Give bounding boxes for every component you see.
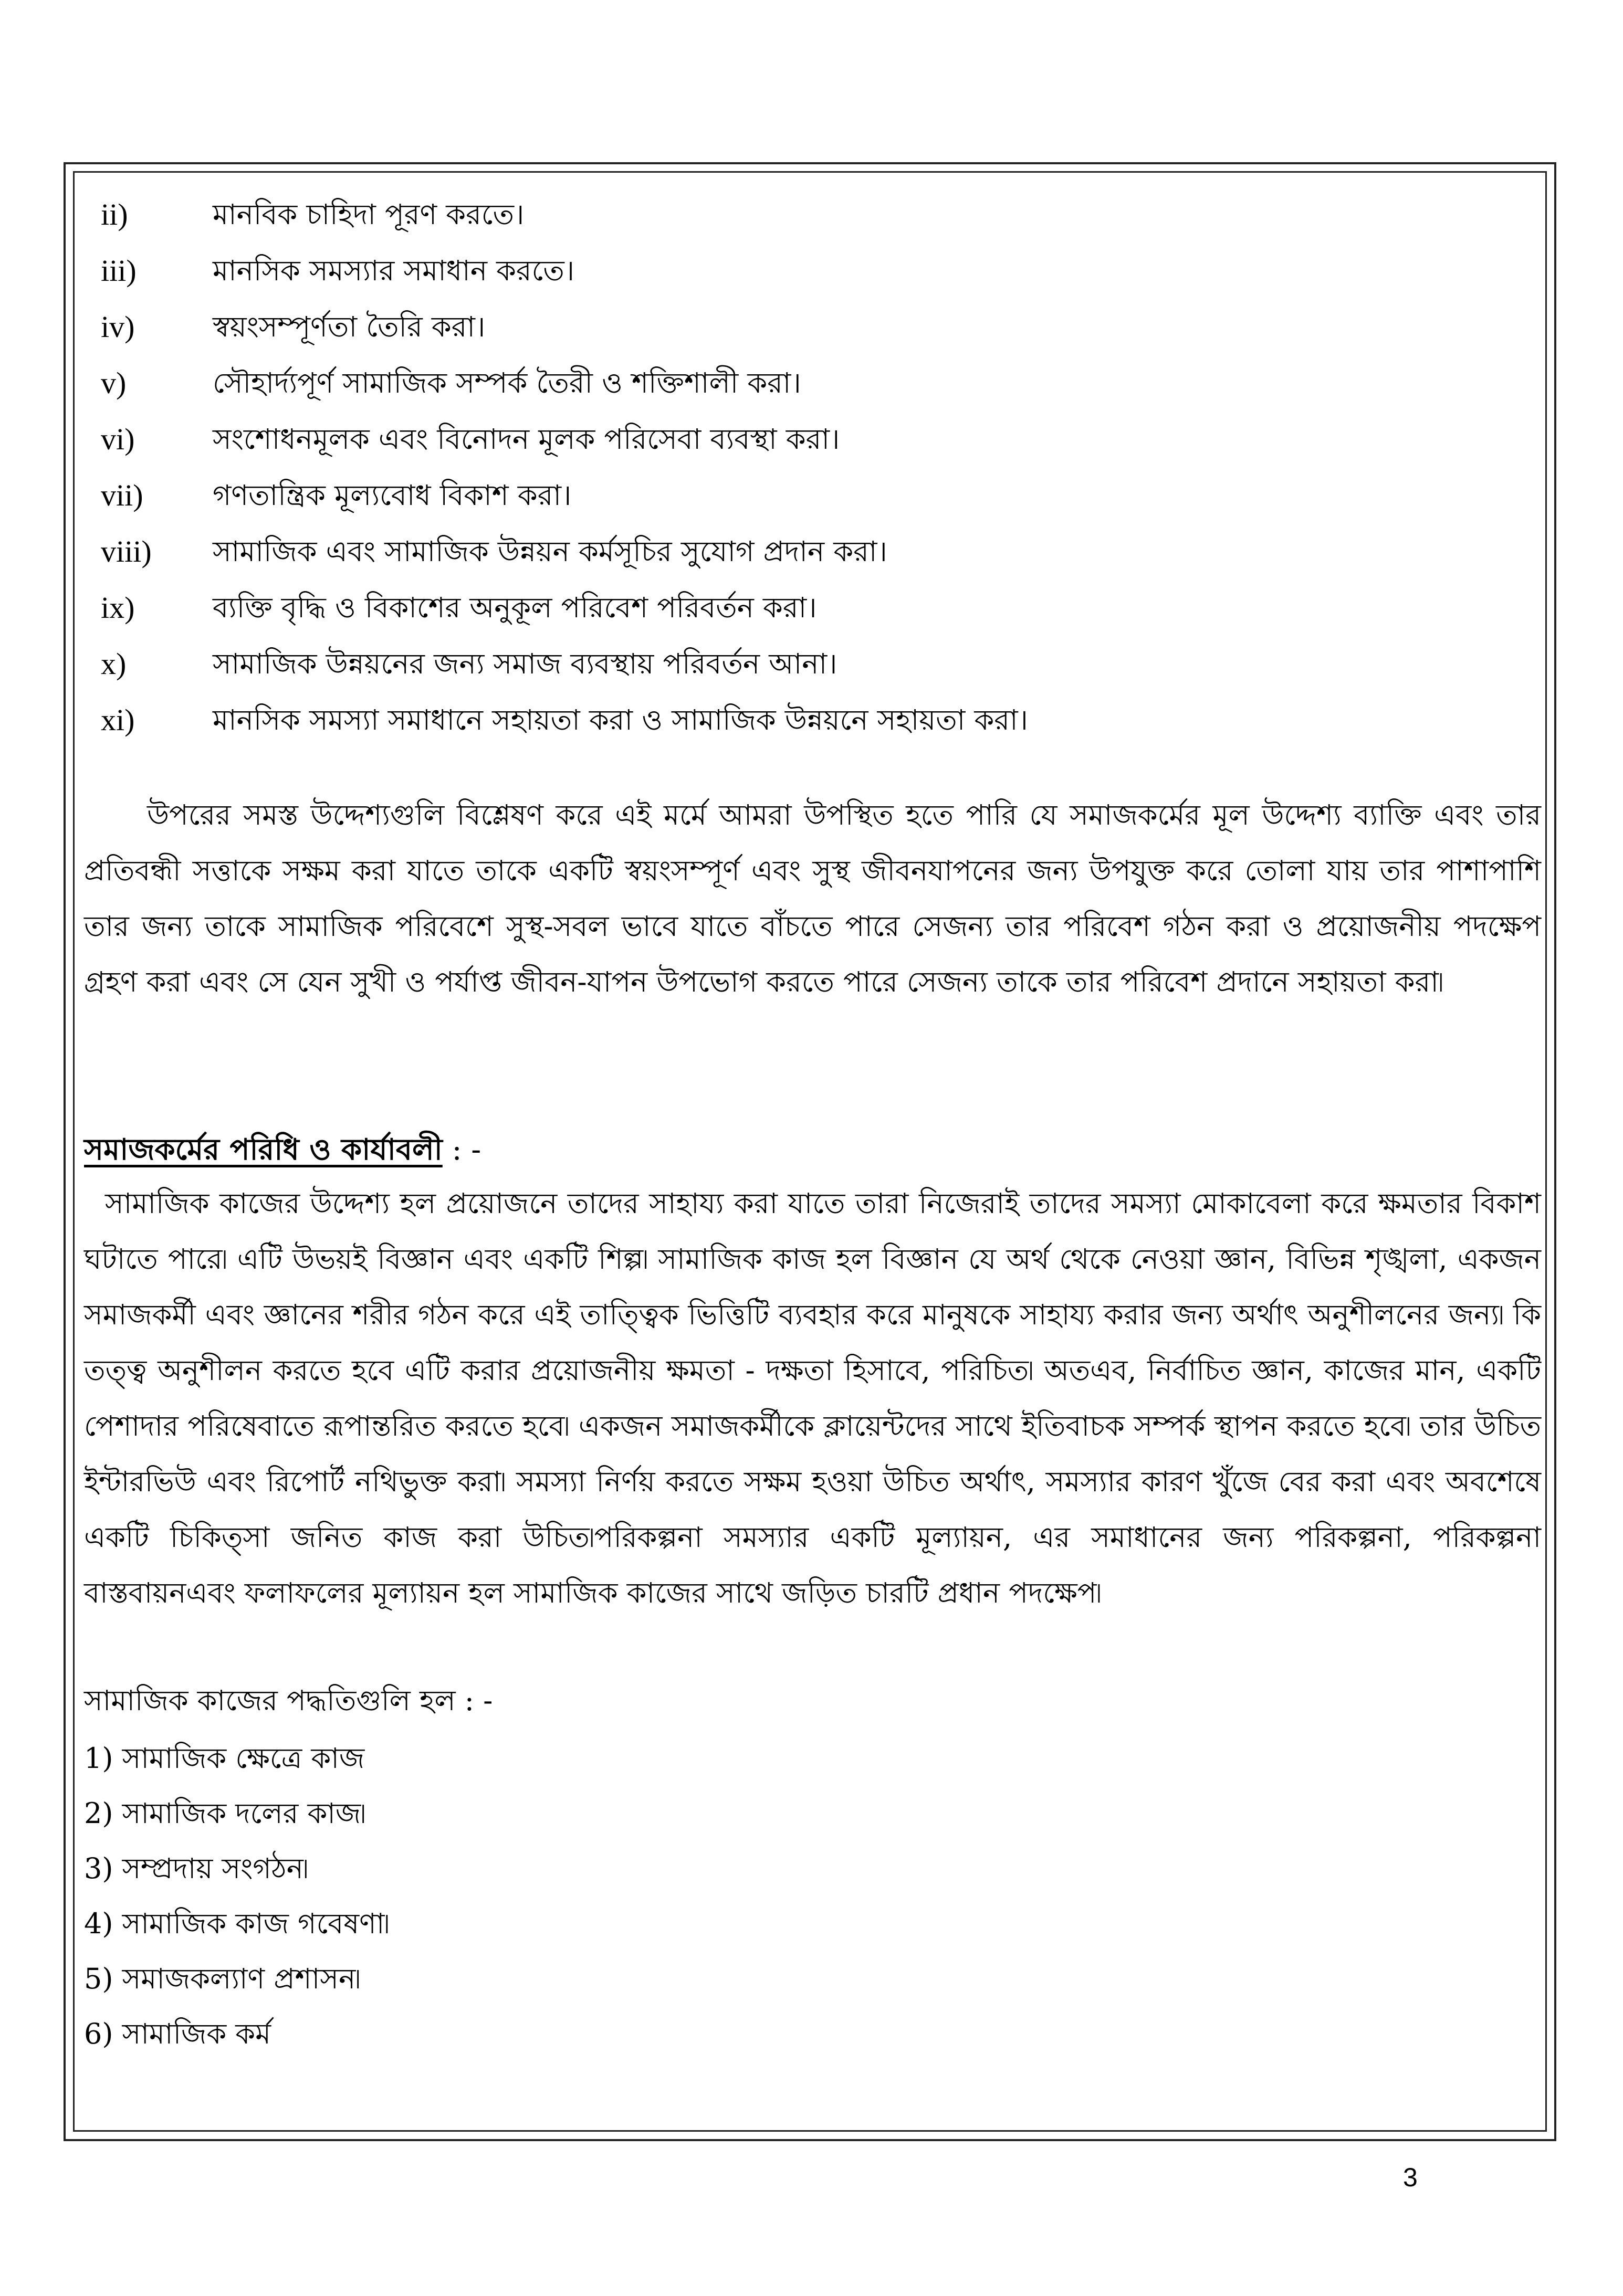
section-heading-suffix: : -	[442, 1133, 481, 1167]
list-item-number: vi)	[101, 422, 135, 456]
list-item-number: x)	[101, 647, 127, 681]
objectives-list	[84, 186, 1533, 748]
list-item-number: viii)	[101, 534, 152, 568]
list-item	[84, 467, 1533, 523]
list-item	[84, 523, 1533, 580]
list-item-text: সামাজিক উন্নয়নের জন্য সমাজ ব্যবস্থায় পরিবর্তন আনা।	[213, 647, 837, 680]
list-item-number: iii)	[101, 254, 137, 288]
list-item	[84, 411, 1533, 467]
list-item	[84, 355, 1533, 411]
list-item-text: সামাজিক এবং সামাজিক উন্নয়ন কর্মসূচির সুযোগ প্রদান করা।	[213, 535, 887, 568]
summary-paragraph-text: উপরের সমস্ত উদ্দেশ্যগুলি বিশ্লেষণ করে এই মর্মে আমরা উপস্থিত হতে পারি যে সমাজকর্মের মূল উদ্দেশ্য ব্যাক্তি এবং তার প্রতিবন্ধী সত্তাকে সক্ষম করা যাতে তাকে একটি স্বয়ংসম্পূর্ণ এবং সুস্থ জীবনযাপনের জন্য উপযুক্ত করে তোলা যায় তার পাশাপাশি তার জন্য তাকে সামাজিক পরিবেশে সুস্থ-সবল ভাবে যাতে বাঁচতে পারে সেজন্য তার পরিবেশ গঠন করা ও প্রয়োজনীয় পদক্ষেপ গ্রহণ করা এবং সে যেন সুখী ও পর্যাপ্ত জীবন-যাপন উপভোগ করতে পারে সেজন্য তাকে তার পরিবেশ প্রদানে সহায়তা করা৷	[84, 798, 1541, 998]
list-item-text: মানসিক সমস্যা সমাধানে সহায়তা করা ও সামাজিক উন্নয়নে সহায়তা করা।	[213, 703, 1028, 736]
methods-list-item: 2) সামাজিক দলের কাজ৷	[84, 1797, 366, 1830]
list-item-text: স্বয়ংসম্পূর্ণতা তৈরি করা।	[213, 310, 486, 343]
list-item	[84, 299, 1533, 355]
list-item-number: iv)	[101, 310, 135, 344]
list-item-text: মানবিক চাহিদা পূরণ করতে।	[213, 198, 525, 231]
section-heading	[84, 1121, 481, 1179]
scope-paragraph-text: সামাজিক কাজের উদ্দেশ্য হল প্রয়োজনে তাদের সাহায্য করা যাতে তারা নিজেরাই তাদের সমস্যা মোকাবেলা করে ক্ষমতার বিকাশ ঘটাতে পারে৷ এটি উভয়ই বিজ্ঞান এবং একটি শিল্প৷ সামাজিক কাজ হল বিজ্ঞান যে অর্থ থেকে নেওয়া জ্ঞান, বিভিন্ন শৃঙ্খলা, একজন সমাজকর্মী এবং জ্ঞানের শরীর গঠন করে এই তাত্ত্বিক ভিত্তিটি ব্যবহার করে মানুষকে সাহায্য করার জন্য অর্থাৎ অনুশীলনের জন্য৷ কি তত্ত্ব অনুশীলন করতে হবে এটি করার প্রয়োজনীয় ক্ষমতা - দক্ষতা হিসাবে, পরিচিত৷ অতএব, নির্বাচিত জ্ঞান, কাজের মান, একটি পেশাদার পরিষেবাতে রূপান্তরিত করতে হবে৷ একজন সমাজকর্মীকে ক্লায়েন্টদের সাথে ইতিবাচক সম্পর্ক স্থাপন করতে হবে৷ তার উচিত ইন্টারভিউ এবং রিপোর্ট নথিভুক্ত করা৷ সমস্যা নির্ণয় করতে সক্ষম হওয়া উচিত অর্থাৎ, সমস্যার কারণ খুঁজে বের করা এবং অবশেষে একটি চিকিত্সা জনিত কাজ করা উচিত৷পরিকল্পনা সমস্যার একটি মূল্যায়ন, এর সমাধানের জন্য পরিকল্পনা, পরিকল্পনা বাস্তবায়নএবং ফলাফলের মূল্যায়ন হল সামাজিক কাজের সাথে জড়িত চারটি প্রধান পদক্ষেপ৷	[84, 1187, 1541, 1609]
list-item-number: ix)	[101, 591, 135, 625]
methods-list-item: 1) সামাজিক ক্ষেত্রে কাজ	[84, 1742, 365, 1775]
list-item	[84, 692, 1533, 748]
methods-list-item: 5) সমাজকল্যাণ প্রশাসন৷	[84, 1962, 361, 1995]
list-item-text: মানসিক সমস্যার সমাধান করতে।	[213, 254, 575, 287]
methods-intro: সামাজিক কাজের পদ্ধতিগুলি হল : -	[84, 1684, 493, 1717]
list-item-number: ii)	[101, 197, 128, 231]
list-item-text: সংশোধনমূলক এবং বিনোদন মূলক পরিসেবা ব্যবস্থা করা।	[213, 423, 840, 456]
list-item-number: v)	[101, 366, 127, 400]
summary-paragraph	[84, 787, 1541, 1010]
list-item-text: ব্যক্তি বৃদ্ধি ও বিকাশের অনুকূল পরিবেশ পরিবর্তন করা।	[213, 591, 817, 624]
page-number: 3	[1403, 2163, 1418, 2192]
list-item-text: সৌহার্দ্যপূর্ণ সামাজিক সম্পর্ক তৈরী ও শক্তিশালী করা।	[213, 366, 801, 399]
methods-list-item: 3) সম্প্রদায় সংগঠন৷	[84, 1852, 308, 1885]
scope-paragraph	[84, 1176, 1541, 1621]
list-item-number: vii)	[101, 478, 143, 512]
list-item	[84, 243, 1533, 299]
list-item	[84, 636, 1533, 692]
list-item	[84, 580, 1533, 636]
list-item-number: xi)	[101, 703, 135, 737]
section-heading-text: সমাজকর্মের পরিধি ও কার্যাবলী	[84, 1132, 443, 1167]
list-item	[84, 186, 1533, 243]
methods-list-item: 6) সামাজিক কর্ম	[84, 2017, 271, 2050]
list-item-text: গণতান্ত্রিক মূল্যবোধ বিকাশ করা।	[213, 479, 572, 512]
methods-list-item: 4) সামাজিক কাজ গবেষণা৷	[84, 1907, 390, 1940]
